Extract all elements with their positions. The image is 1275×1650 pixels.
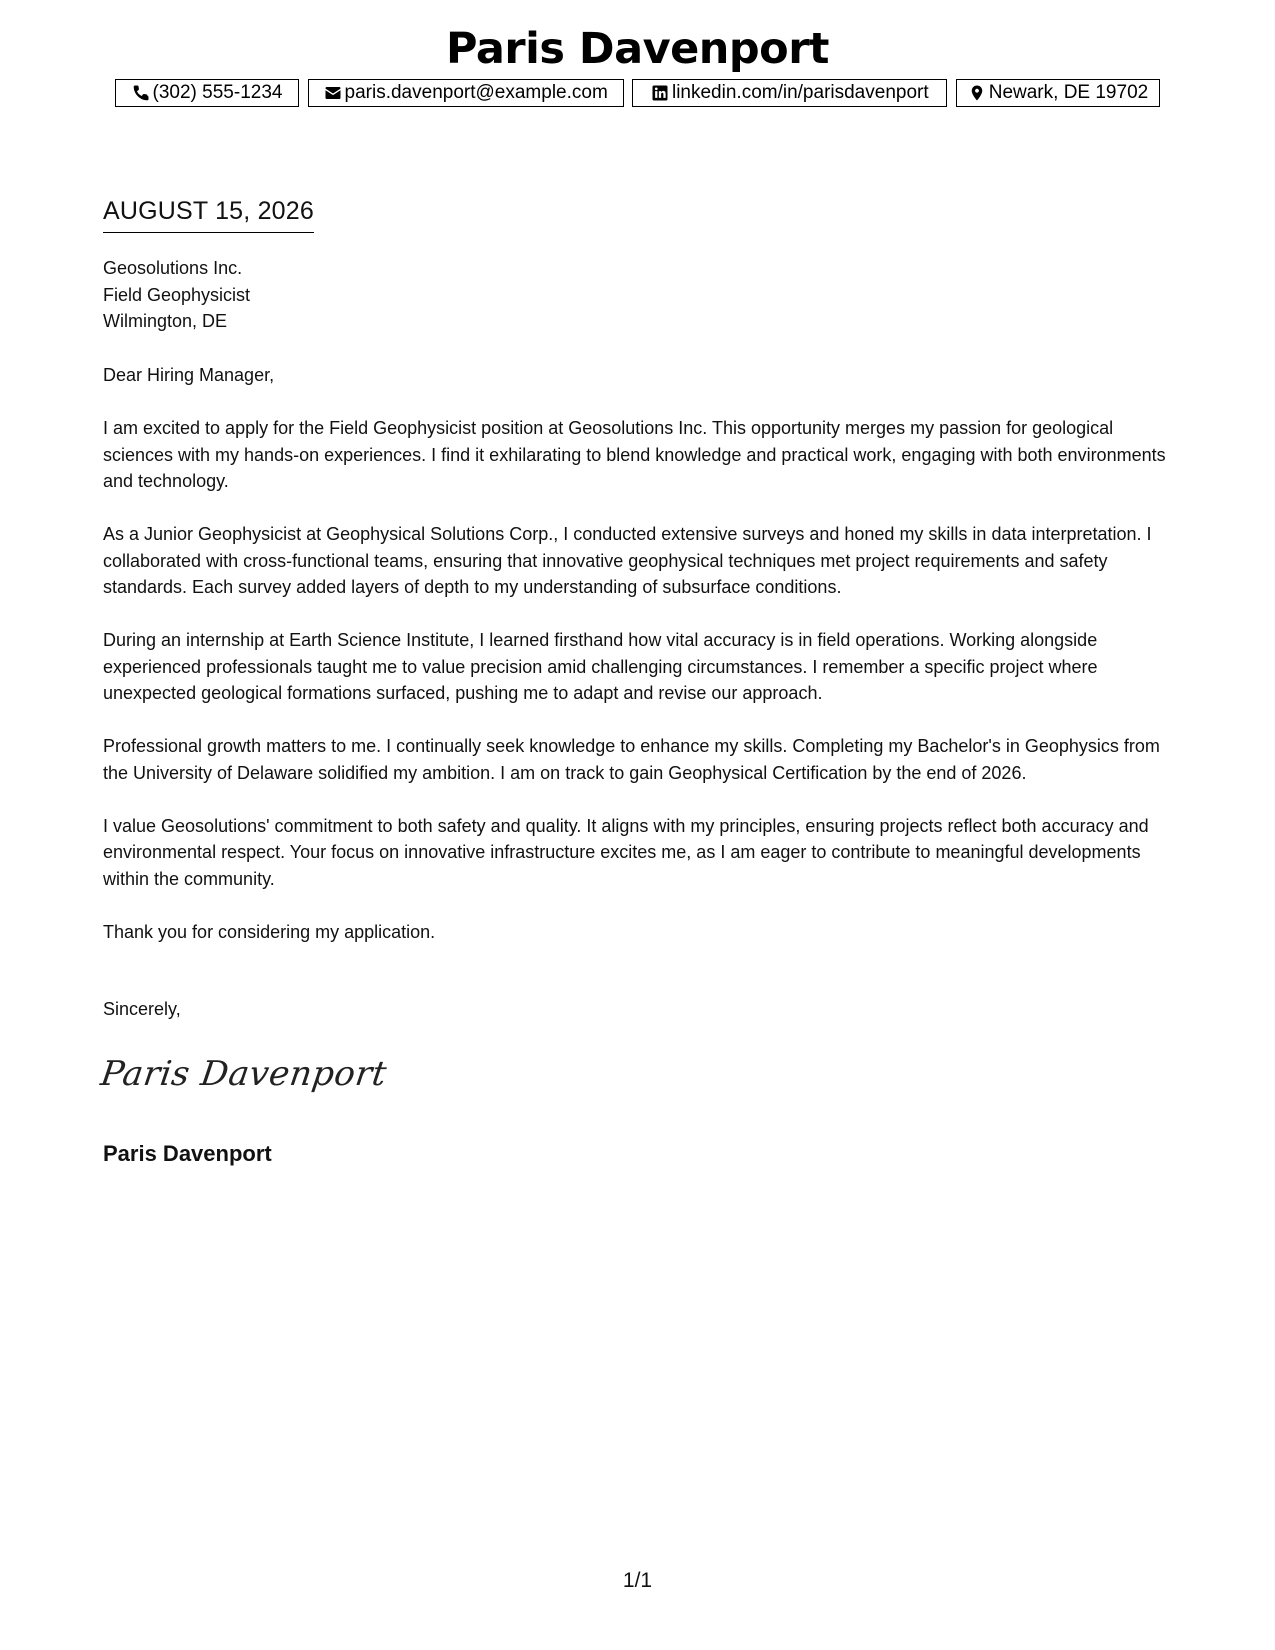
paragraph-thanks: Thank you for considering my application. — [103, 921, 436, 942]
phone-icon — [132, 84, 150, 102]
phone-contact-link[interactable] — [115, 79, 299, 107]
paragraph-intro: I am excited to apply for the Field Geophysicist position at Geosolutions Inc. This opportunity merges my passion for geological sciences with my hands-on experiences. I find it exhilarating to blend knowledge and practical work, engaging with both environments and technology. — [103, 418, 1166, 491]
location-contact-link[interactable] — [956, 79, 1160, 107]
page-number: 1/1 — [622, 1569, 653, 1592]
linkedin-icon — [651, 84, 669, 102]
recipient-company: Geosolutions Inc. — [103, 258, 243, 278]
salutation: Dear Hiring Manager, — [103, 365, 275, 385]
email-contact-link[interactable] — [308, 79, 624, 107]
linkedin-text: linkedin.com/in/parisdavenport — [671, 82, 929, 103]
recipient-block — [103, 255, 250, 335]
phone-text: (302) 555-1234 — [152, 82, 283, 103]
paragraph-internship: During an internship at Earth Science Institute, I learned firsthand how vital accuracy is in field operations. Working alongside experienced professionals taught me to value precision amid challenging circumstances. I remember a specific project where unexpected geological formations surfaced, pushing me to adapt and revise our approach. — [103, 630, 1098, 703]
paragraph-values: I value Geosolutions' commitment to both safety and quality. It aligns with my principles, ensuring projects reflect both accuracy and environmental respect. Your focus on innovative infrastructure excites me, as I am eager to contribute to meaningful developments within the community. — [103, 815, 1149, 889]
linkedin-contact-link[interactable] — [632, 79, 947, 107]
letter-body — [103, 362, 1180, 972]
applicant-name-heading: Paris Davenport — [446, 24, 829, 74]
email-text: paris.davenport@example.com — [344, 82, 608, 103]
envelope-icon — [324, 84, 342, 102]
recipient-position: Field Geophysicist — [103, 284, 251, 305]
recipient-location: Wilmington, DE — [103, 311, 228, 331]
signer-name: Paris Davenport — [103, 1141, 272, 1166]
contact-bar — [115, 79, 1160, 107]
map-marker-icon — [968, 84, 986, 102]
letter-date: AUGUST 15, 2026 — [103, 196, 314, 233]
location-text: Newark, DE 19702 — [988, 82, 1149, 103]
handwritten-signature: Paris Davenport — [98, 1054, 390, 1094]
closing: Sincerely, — [103, 999, 181, 1019]
paragraph-growth: Professional growth matters to me. I continually seek knowledge to enhance my skills. Completing my Bachelor's in Geophysics from the University of Delaware solidified my ambition. I am on track to gain Geophysical Certification by the end of 2026. — [103, 736, 1160, 783]
paragraph-experience: As a Junior Geophysicist at Geophysical Solutions Corp., I conducted extensive surveys and honed my skills in data interpretation. I collaborated with cross-functional teams, ensuring that innovative geophysical techniques met project requirements and safety standards. Each survey added layers of depth to my understanding of subsurface conditions. — [103, 524, 1152, 597]
